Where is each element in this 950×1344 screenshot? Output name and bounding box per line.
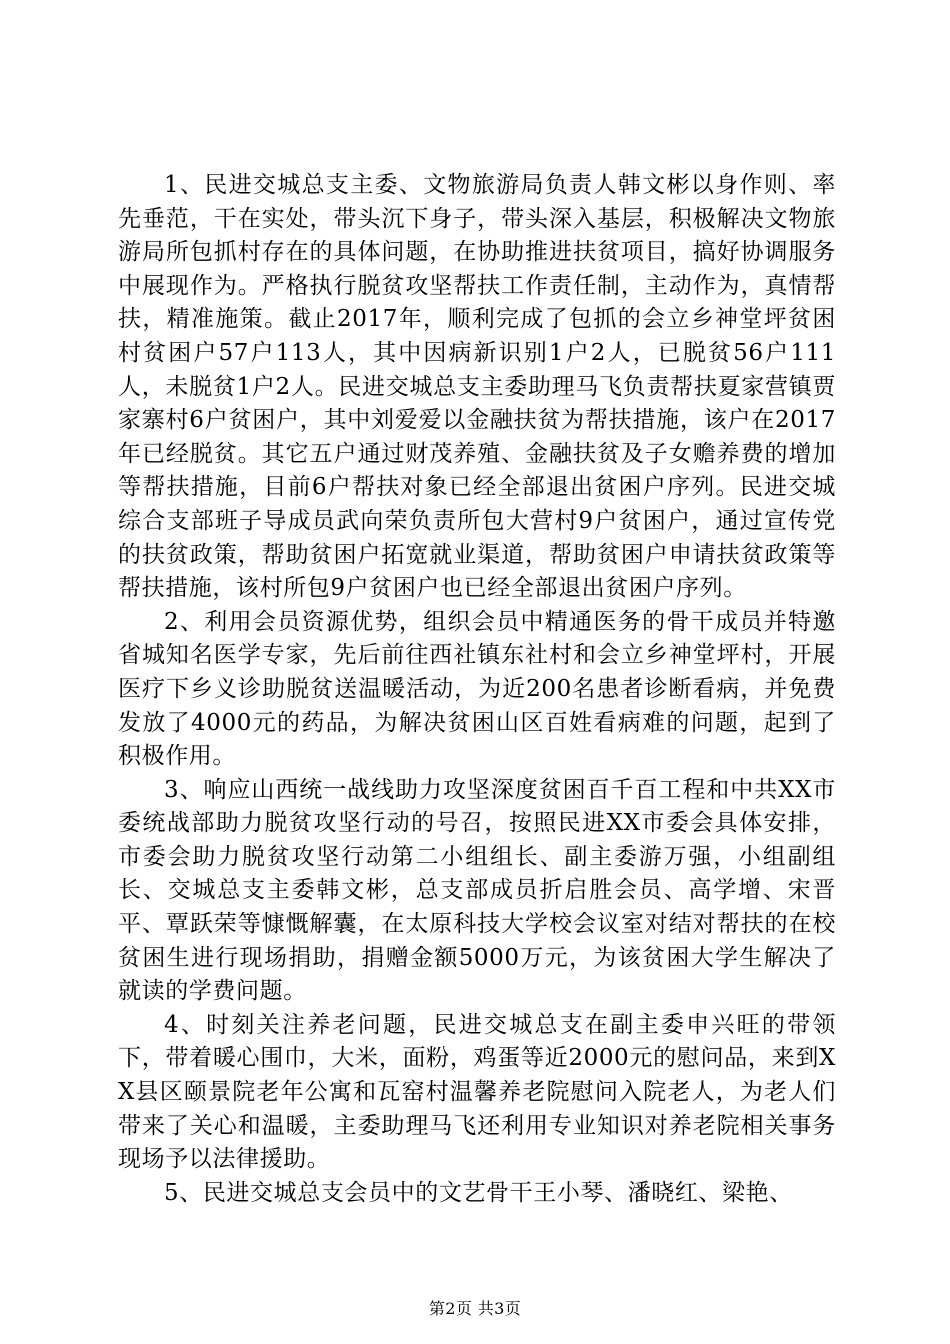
paragraph-5: 5、民进交城总支会员中的文艺骨干王小琴、潘晓红、梁艳、 (164, 1179, 793, 1206)
paragraph-3: 3、响应山西统一战线助力攻坚深度贫困百千百工程和中共XX市委统战部助力脱贫攻坚行动的号召，按照民进XX市委会具体安排，市委会助力脱贫攻坚行动第二小组组长、副主委游万强，小组副组长、交城总支主委韩文彬，总支部成员折启胜会员、高学增、宋晋平、覃跃荣等慷慨解囊，在太原科技大学校会议室对结对帮扶的在校贫困生进行现场捐助，捐赠金额5000万元，为该贫困大学生解决了就读的学费问题。 (118, 776, 836, 1005)
paragraph-2: 2、利用会员资源优势，组织会员中精通医务的骨干成员并特邀省城知名医学专家，先后前往西社镇东社村和会立乡神堂坪村，开展医疗下乡义诊助脱贫送温暖活动，为近200名患者诊断看病，并免费发放了4000元的药品，为解决贫困山区百姓看病难的问题，起到了积极作用。 (118, 608, 836, 770)
paragraph-4: 4、时刻关注养老问题，民进交城总支在副主委申兴旺的带领下，带着暖心围巾，大米，面粉，鸡蛋等近2000元的慰问品，来到XX县区颐景院老年公寓和瓦窑村温馨养老院慰问入院老人，为老人们带来了关心和温暖，主委助理马飞还利用专业知识对养老院相关事务现场予以法律援助。 (118, 1011, 836, 1173)
paragraph-1: 1、民进交城总支主委、文物旅游局负责人韩文彬以身作则、率先垂范，干在实处，带头沉下身子，带头深入基层，积极解决文物旅游局所包抓村存在的具体问题，在协助推进扶贫项目，搞好协调服务中展现作为。严格执行脱贫攻坚帮扶工作责任制，主动作为，真情帮扶，精准施策。截止2017年，顺利完成了包抓的会立乡神堂坪贫困村贫困户57户113人，其中因病新识别1户2人，已脱贫56户111人，未脱贫1户2人。民进交城总支主委助理马飞负责帮扶夏家营镇贾家寨村6户贫困户，其中刘爱爱以金融扶贫为帮扶措施，该户在2017年已经脱贫。其它五户通过财茂养殖、金融扶贫及子女赡养费的增加等帮扶措施，目前6户帮扶对象已经全部退出贫困户序列。民进交城综合支部班子导成员武向荣负责所包大营村9户贫困户，通过宣传党的扶贫政策，帮助贫困户拓宽就业渠道，帮助贫困户申请扶贫政策等帮扶措施，该村所包9户贫困户也已经全部退出贫困户序列。 (118, 172, 836, 602)
document-body (118, 169, 836, 1210)
page-number-footer: 第2页 共3页 (428, 1299, 522, 1318)
